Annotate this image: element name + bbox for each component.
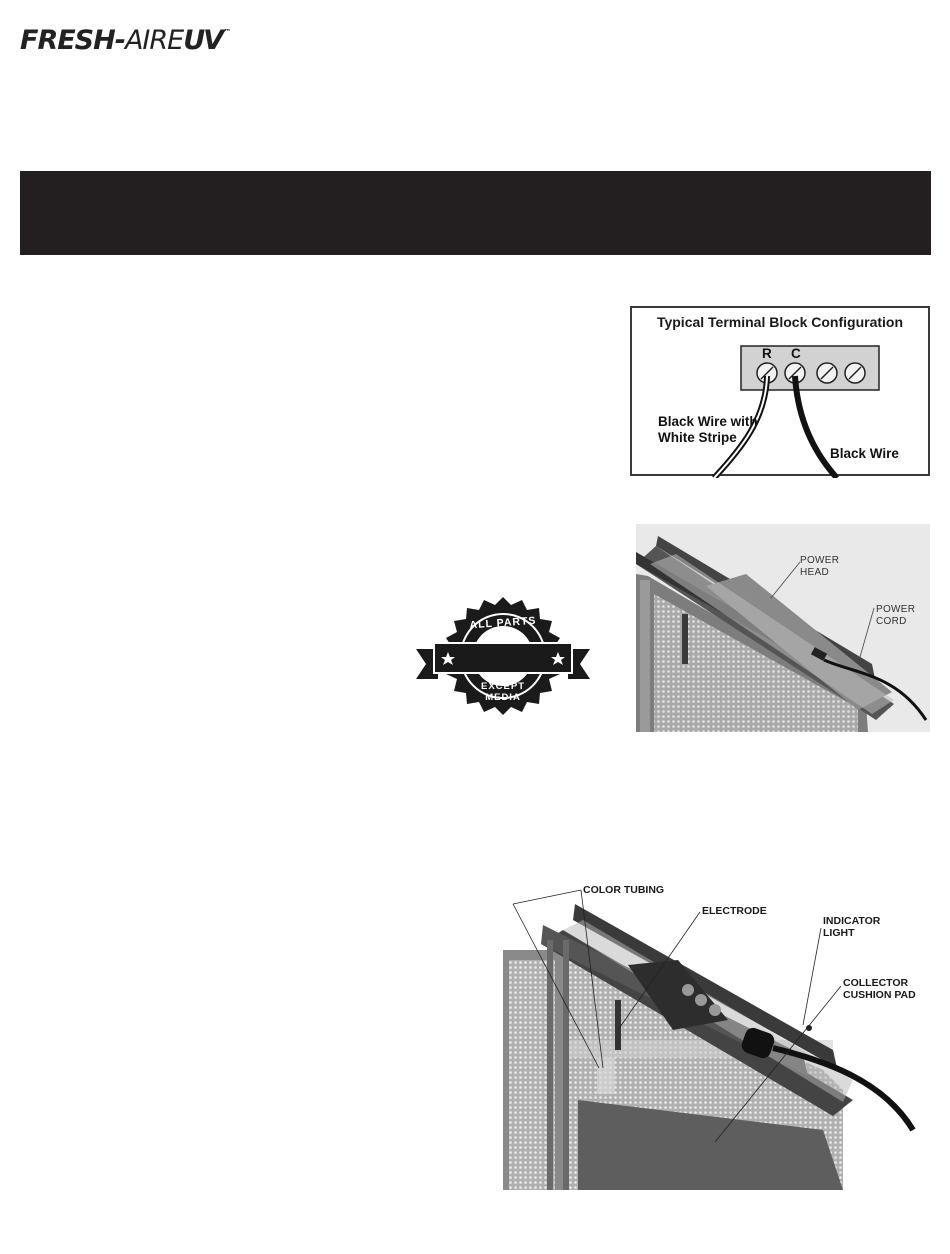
logo-dash: -: [114, 25, 125, 56]
terminal-r-label: R: [762, 346, 772, 361]
color-tubing-leader-1: [513, 890, 581, 904]
badge-bottom-text: EXCEPT MEDIA: [480, 681, 525, 703]
striped-wire-label: Black Wire with White Stripe: [658, 414, 758, 445]
collector-cushion-pad-label: COLLECTOR CUSHION PAD: [843, 977, 916, 1001]
terminal-c-label: C: [791, 346, 801, 361]
warranty-badge: [416, 597, 590, 719]
ribbon-band: [434, 643, 572, 673]
terminal-block-figure: [630, 306, 930, 476]
badge-top-text: ALL PARTS: [469, 614, 537, 632]
terminal-screw-3: [817, 363, 837, 383]
tubing-rail-2: [563, 940, 569, 1190]
logo-aire: AIRE: [124, 25, 184, 56]
indicator-leader: [803, 928, 821, 1025]
power-head-label: POWER HEAD: [800, 555, 840, 578]
header-banner: [20, 171, 931, 255]
collector-figure: [503, 880, 943, 1190]
power-head-leader: [771, 562, 800, 598]
power-head-illustration: [636, 524, 930, 732]
tubing-rail-1: [547, 940, 553, 1190]
electrode-label: ELECTRODE: [702, 905, 767, 917]
black-wire-label: Black Wire: [830, 446, 899, 461]
electrode-rod: [682, 614, 688, 664]
component-2: [695, 994, 707, 1006]
electrode-rod: [615, 1000, 621, 1050]
indicator-light-label: INDICATOR LIGHT: [823, 915, 881, 939]
component-1: [682, 984, 694, 996]
color-tubing-label: COLOR TUBING: [583, 884, 665, 896]
power-head-figure: [636, 524, 930, 732]
brand-logo: [20, 20, 280, 56]
power-cord-label: POWER CORD: [876, 604, 916, 627]
logo-tm: ™: [224, 28, 231, 36]
black-wire: [795, 376, 837, 478]
terminal-screw-4: [845, 363, 865, 383]
logo-fresh: FRESH: [20, 25, 115, 56]
power-cord-leader: [858, 608, 874, 664]
frame-side-rail: [640, 580, 650, 732]
component-3: [709, 1004, 721, 1016]
terminal-block-title: Typical Terminal Block Configuration: [656, 314, 904, 330]
color-tubing: [597, 1058, 615, 1094]
logo-uv: UV: [183, 25, 223, 56]
